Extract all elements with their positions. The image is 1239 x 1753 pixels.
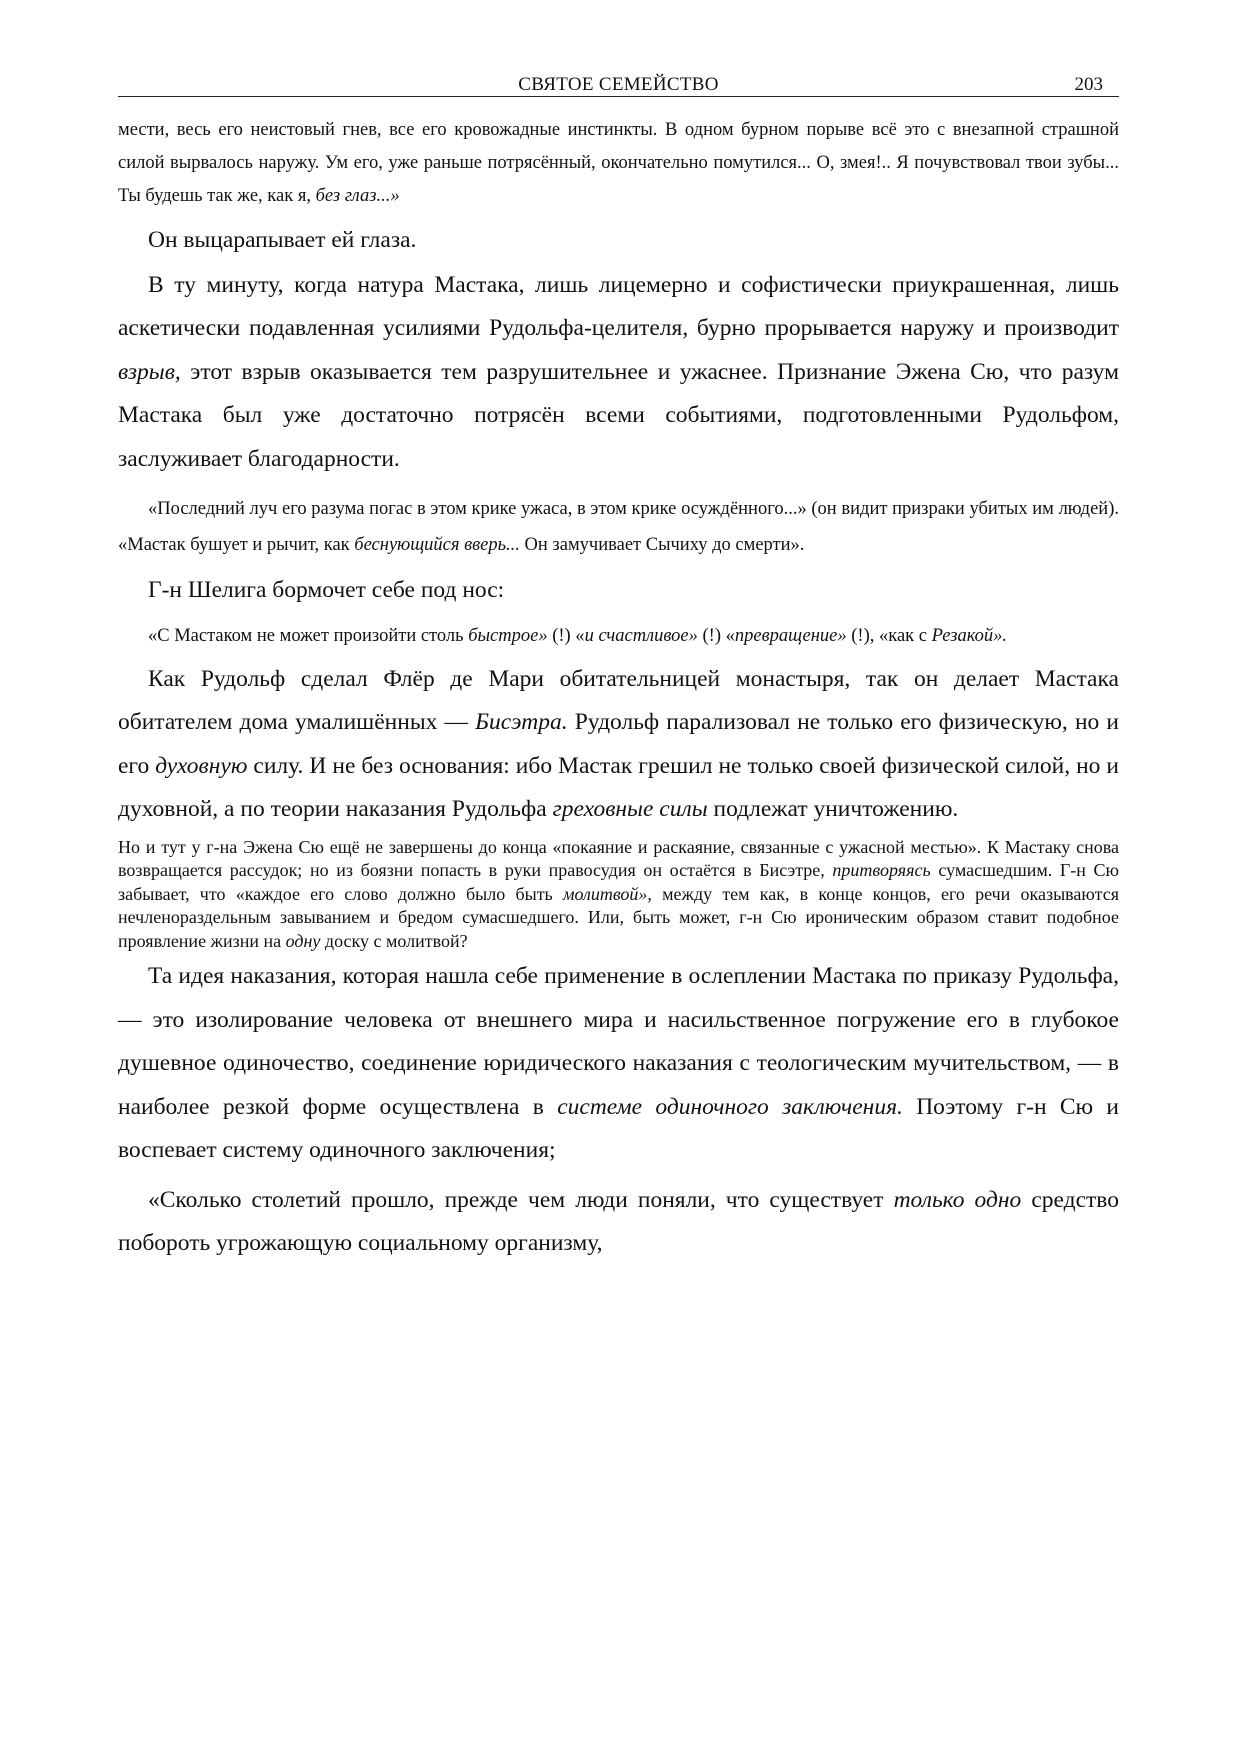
text-run: «Сколько столетий прошло, прежде чем люди поняли, что существует: [148, 1186, 894, 1213]
emphasis-text: Бисэтра.: [475, 709, 568, 735]
text-run: (!), «как с: [846, 625, 932, 646]
emphasis-text: без глаз...»: [315, 186, 400, 206]
running-title: СВЯТОЕ СЕМЕЙСТВО: [518, 74, 719, 95]
text-run: Но и тут у г-на Эжена Сю ещё не завершены до конца «покаяние и раскаяние, связанные с ужасной местью». К Мастаку снова возвращается рассудок; но из боязни попасть в руки правосудия он остаётся в Бисэтре,: [118, 836, 1119, 880]
document-page: [118, 60, 1119, 1266]
text-run: сумасшедшим. Г-н Сю забывает, что «каждое его слово должно было быть: [118, 860, 1119, 904]
body-paragraph: [118, 569, 1119, 613]
emphasis-text: одну: [285, 930, 321, 951]
body-paragraph: [118, 264, 1119, 482]
running-header: [118, 60, 1119, 97]
text-run: Поэтому г-н Сю и воспевает систему одиночного заключения;: [118, 1093, 1119, 1163]
text-run: Рудольф парализовал не только его физическую, но и его: [118, 709, 1119, 779]
body-paragraph: [118, 658, 1119, 832]
emphasis-text: притворяясь: [832, 860, 931, 880]
text-run: средство побороть угрожающую социальному организму,: [118, 1186, 1119, 1256]
emphasis-text: системе одиночного заключения.: [557, 1093, 903, 1120]
text-run: (!) «: [547, 625, 585, 646]
emphasis-text: духовную: [155, 752, 248, 779]
body-paragraph: [118, 955, 1119, 1173]
quote-paragraph: [118, 618, 1119, 654]
page-number: 203: [1074, 74, 1103, 95]
emphasis-text: только одно: [893, 1186, 1022, 1213]
text-run: Он замучивает Сычиху до смерти».: [519, 535, 805, 555]
emphasis-text: греховные силы: [552, 796, 708, 822]
body-paragraph: [118, 219, 1119, 263]
text-run: подлежат уничтожению.: [707, 796, 959, 822]
text-run: доску с молитвой?: [320, 930, 468, 951]
emphasis-text: превращение»: [734, 625, 847, 646]
text-run: Та идея наказания, которая нашла себе применение в ослеплении Мастака по приказу Рудольфа, — это изолирование человека от внешнего мира и насильственное погружение его в глубокое душевное одиночество, соединение юридического наказания с теологическим мучительством, — в наиболее резкой форме осуществлена в: [118, 963, 1119, 1120]
text-run: этот взрыв оказывается тем разрушительнее и ужаснее. Признание Эжена Сю, что разум Мастака был уже достаточно потрясён всеми событиями, подготовленными Рудольфом, заслуживает благодарности.: [118, 358, 1119, 472]
quote-paragraph: [118, 491, 1119, 563]
emphasis-text: беснующийся вверь...: [354, 535, 520, 555]
text-run: (!) «: [697, 625, 735, 646]
text-run: «С Мастаком не может произойти столь: [148, 625, 469, 646]
emphasis-text: Резакой».: [931, 625, 1008, 646]
text-run: Как Рудольф сделал Флёр де Мари обитательницей монастыря, так он делает Мастака обитателем дома умалишённых —: [118, 665, 1119, 735]
emphasis-text: молитвой»,: [562, 883, 652, 904]
quote-paragraph: [118, 114, 1119, 213]
emphasis-text: быстрое»: [468, 625, 548, 646]
text-run: В ту минуту, когда натура Мастака, лишь лицемерно и софистически приукрашенная, лишь аскетически подавленная усилиями Рудольфа-целителя, бурно прорывается наружу и производит: [118, 271, 1119, 341]
text-run: Г-н Шелига бормочет себе под нос:: [148, 577, 505, 603]
text-run: силу. И не без основания: ибо Мастак грешил не только своей физической силой, но и духовной, а по теории наказания Рудольфа: [118, 752, 1120, 822]
text-run: Он выцарапывает ей глаза.: [148, 227, 417, 253]
emphasis-text: и счастливое»: [584, 625, 698, 646]
body-paragraph: [118, 1179, 1119, 1266]
emphasis-text: взрыв,: [118, 358, 181, 385]
text-run: мести, весь его неистовый гнев, все его кровожадные инстинкты. В одном бурном порыве всё это с внезапной страшной силой вырвалось наружу. Ум его, уже раньше потрясённый, окончательно помутился... О, змея!.. Я почувствовал твои зубы... Ты будешь так же, как я,: [118, 120, 1119, 206]
text-run: «Последний луч его разума погас в этом крике ужаса, в этом крике осуждённого...» (он видит призраки убитых им людей). «Мастак бушует и рычит, как: [118, 499, 1119, 555]
quote-paragraph: [118, 836, 1119, 954]
text-run: между тем как, в конце концов, его речи оказываются нечленораздельным завыванием и бредом сумасшедшего. Или, быть может, г-н Сю ироническим образом ставит подобное проявление жизни на: [118, 883, 1119, 951]
